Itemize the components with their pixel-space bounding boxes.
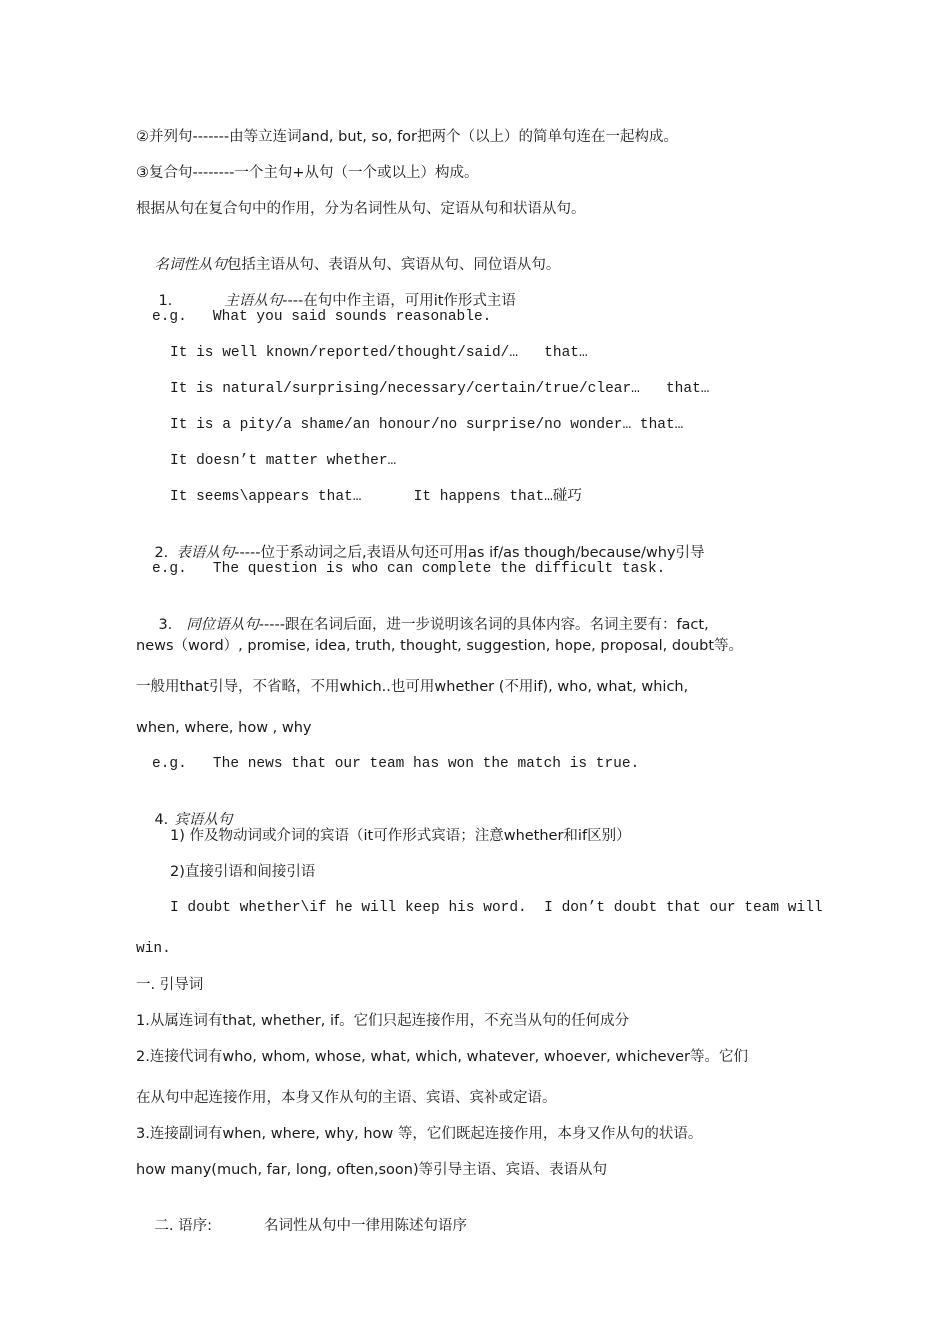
text-line: 2)直接引语和间接引语 bbox=[170, 864, 316, 880]
section-heading bbox=[136, 1196, 467, 1256]
item-number: 1. bbox=[158, 293, 173, 309]
text-line: 1) 作及物动词或介词的宾语（it可作形式宾语；注意whether和if区别） bbox=[170, 828, 631, 844]
text-span: -----跟在名词后面，进一步说明该名词的具体内容。名词主要有：fact, bbox=[258, 617, 709, 633]
text-span: ----在句中作主语，可用it作形式主语 bbox=[282, 293, 516, 309]
example-line: It seems\appears that… It happens that…碰巧 bbox=[170, 489, 582, 505]
example-line: It is a pity/a shame/an honour/no surprise/no wonder… that… bbox=[170, 417, 684, 433]
text-line: how many(much, far, long, often,soon)等引导主语、宾语、表语从句 bbox=[136, 1162, 608, 1178]
text-line: 2.连接代词有who, whom, whose, what, which, whatever, whoever, whichever等。它们 bbox=[136, 1049, 749, 1065]
item-number: 3. bbox=[158, 617, 173, 633]
item-number: 2. bbox=[154, 545, 169, 561]
text-line: 根据从句在复合句中的作用，分为名词性从句、定语从句和状语从句。 bbox=[136, 201, 586, 217]
term-appositive-clause: 同位语从句 bbox=[186, 617, 259, 633]
text-span: 名词性从句中一律用陈述句语序 bbox=[264, 1218, 468, 1234]
text-line: 3.连接副词有when, where, why, how 等，它们既起连接作用，本身又作从句的状语。 bbox=[136, 1126, 703, 1142]
text-line: ③复合句--------一个主句+从句（一个或以上）构成。 bbox=[136, 165, 479, 181]
example-line: e.g. What you said sounds reasonable. bbox=[152, 309, 492, 325]
section-heading: 一. 引导词 bbox=[136, 977, 204, 993]
text-line: 一般用that引导，不省略，不用which..也可用whether (不用if), who, what, which, bbox=[136, 679, 689, 695]
term-subject-clause: 主语从句 bbox=[224, 293, 283, 309]
term-noun-clause: 名词性从句 bbox=[154, 257, 227, 273]
item-number: 4. bbox=[154, 812, 169, 828]
example-line: e.g. The news that our team has won the match is true. bbox=[152, 756, 640, 772]
term-object-clause: 宾语从句 bbox=[174, 812, 233, 828]
example-line: It is natural/surprising/necessary/certain/true/clear… that… bbox=[170, 381, 710, 397]
text-span: -----位于系动词之后,表语从句还可用as if/as though/because/why引导 bbox=[234, 545, 705, 561]
text-line: ②并列句-------由等立连词and, but, so, for把两个（以上）的简单句连在一起构成。 bbox=[136, 129, 678, 145]
example-line: It is well known/reported/thought/said/… that… bbox=[170, 345, 588, 361]
text-line: news（word）, promise, idea, truth, thought, suggestion, hope, proposal, doubt等。 bbox=[136, 638, 744, 654]
example-line: win. bbox=[136, 941, 171, 957]
text-line: 在从句中起连接作用，本身又作从句的主语、宾语、宾补或定语。 bbox=[136, 1090, 557, 1106]
section-label: 二. 语序: bbox=[154, 1218, 213, 1234]
text-span: 包括主语从句、表语从句、宾语从句、同位语从句。 bbox=[226, 257, 561, 273]
text-line: when, where, how , why bbox=[136, 720, 312, 736]
example-line: It doesn’t matter whether… bbox=[170, 453, 397, 469]
example-line: I doubt whether\if he will keep his word. I don’t doubt that our team will bbox=[170, 900, 823, 916]
text-line: 1.从属连词有that, whether, if。它们只起连接作用，不充当从句的任何成分 bbox=[136, 1013, 630, 1029]
example-line: e.g. The question is who can complete the difficult task. bbox=[152, 561, 666, 577]
term-predicative-clause: 表语从句 bbox=[176, 545, 235, 561]
